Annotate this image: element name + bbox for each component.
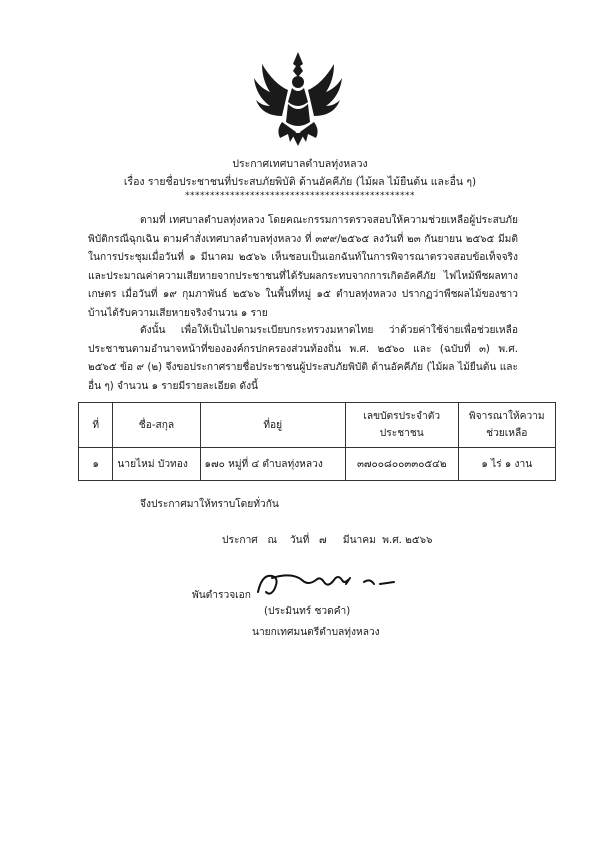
signer-name: (ประมินทร์ ชวดคำ) xyxy=(264,606,351,617)
cell-id-card: ๓๗๐๐๘๐๐๓๓๐๕๔๒ xyxy=(345,448,458,481)
header-id-card: เลขบัตรประจำตัวประชาชน xyxy=(345,403,458,448)
announce-date: ประกาศ ณ วันที่ ๗ มีนาคม พ.ศ. ๒๕๖๖ xyxy=(222,535,433,546)
paragraph-announcement: ดังนั้น เพื่อให้เป็นไปตามระเบียบกระทรวงมหาดไทย ว่าด้วยค่าใช้จ่ายเพื่อช่วยเหลือประชาชนตามอำนาจหน้าที่ขององค์กรปกครองส่วนท้องถิ่น พ.ศ. ๒๕๖๐ และ (ฉบับที่ ๓) พ.ศ. ๒๕๖๕ ข้อ ๙ (๒) จึงขอประกาศรายชื่อประชาชนผู้ประสบภัยพิบัติ ด้านอัคคีภัย (ไม้ผล ไม้ยืนต้น และอื่น ๆ) จำนวน ๑ รายมีรายละเอียด ดังนี้ xyxy=(88,325,518,392)
signer-rank: พันตำรวจเอก xyxy=(192,590,251,601)
header-aid: พิจารณาให้ความช่วยเหลือ xyxy=(458,403,555,448)
header-no: ที่ xyxy=(79,403,113,448)
table-header-row xyxy=(79,403,556,448)
signer-position: นายกเทศมนตรีตำบลทุ่งหลวง xyxy=(252,627,380,638)
cell-address: ๑๗๐ หมู่ที่ ๔ ตำบลทุ่งหลวง xyxy=(200,448,345,481)
header-name: ชื่อ-สกุล xyxy=(113,403,200,448)
separator-line: ********************************************** xyxy=(185,191,415,201)
closing-text: จึงประกาศมาให้ทราบโดยทั่วกัน xyxy=(140,499,279,510)
paragraph-background: ตามที่ เทศบาลตำบลทุ่งหลวง โดยคณะกรรมการตรวจสอบให้ความช่วยเหลือผู้ประสบภัยพิบัติกรณีฉุกเฉิน ตามคำสั่งเทศบาลตำบลทุ่งหลวง ที่ ๓๙๙/๒๕๖๕ ลงวันที่ ๒๓ กันยายน ๒๕๖๕ มีมติในการประชุมเมื่อวันที่ ๑ มีนาคม ๒๕๖๖ เห็นชอบเป็นเอกฉันท์ในการพิจารณาตรวจสอบข้อเท็จจริงและประมาณค่าความเสียหายจากประชาชนที่ได้รับผลกระทบจากการเกิดอัคคีภัย ไฟไหม้พืชผลทางเกษตร เมื่อวันที่ ๑๙ กุมภาพันธ์ ๒๕๖๖ ในพื้นที่หมู่ ๑๕ ตำบลทุ่งหลวง ปรากฏว่าพืชผลไม้ของชาวบ้านได้รับความเสียหายจริงจำนวน ๑ ราย xyxy=(88,215,518,319)
subject-line: เรื่อง รายชื่อประชาชนที่ประสบภัยพิบัติ ด้านอัคคีภัย (ไม้ผล ไม้ยืนต้น และอื่น ๆ) xyxy=(123,176,477,188)
header-address: ที่อยู่ xyxy=(200,403,345,448)
cell-no: ๑ xyxy=(79,448,113,481)
announcement-title: ประกาศเทศบาลตำบลทุ่งหลวง xyxy=(232,158,368,170)
beneficiary-table xyxy=(78,402,556,481)
signature-image xyxy=(252,566,402,602)
garuda-emblem-icon xyxy=(252,50,344,150)
cell-aid: ๑ ไร่ ๑ งาน xyxy=(458,448,555,481)
table-row xyxy=(79,448,556,481)
cell-name: นายไหม่ บัวทอง xyxy=(113,448,200,481)
